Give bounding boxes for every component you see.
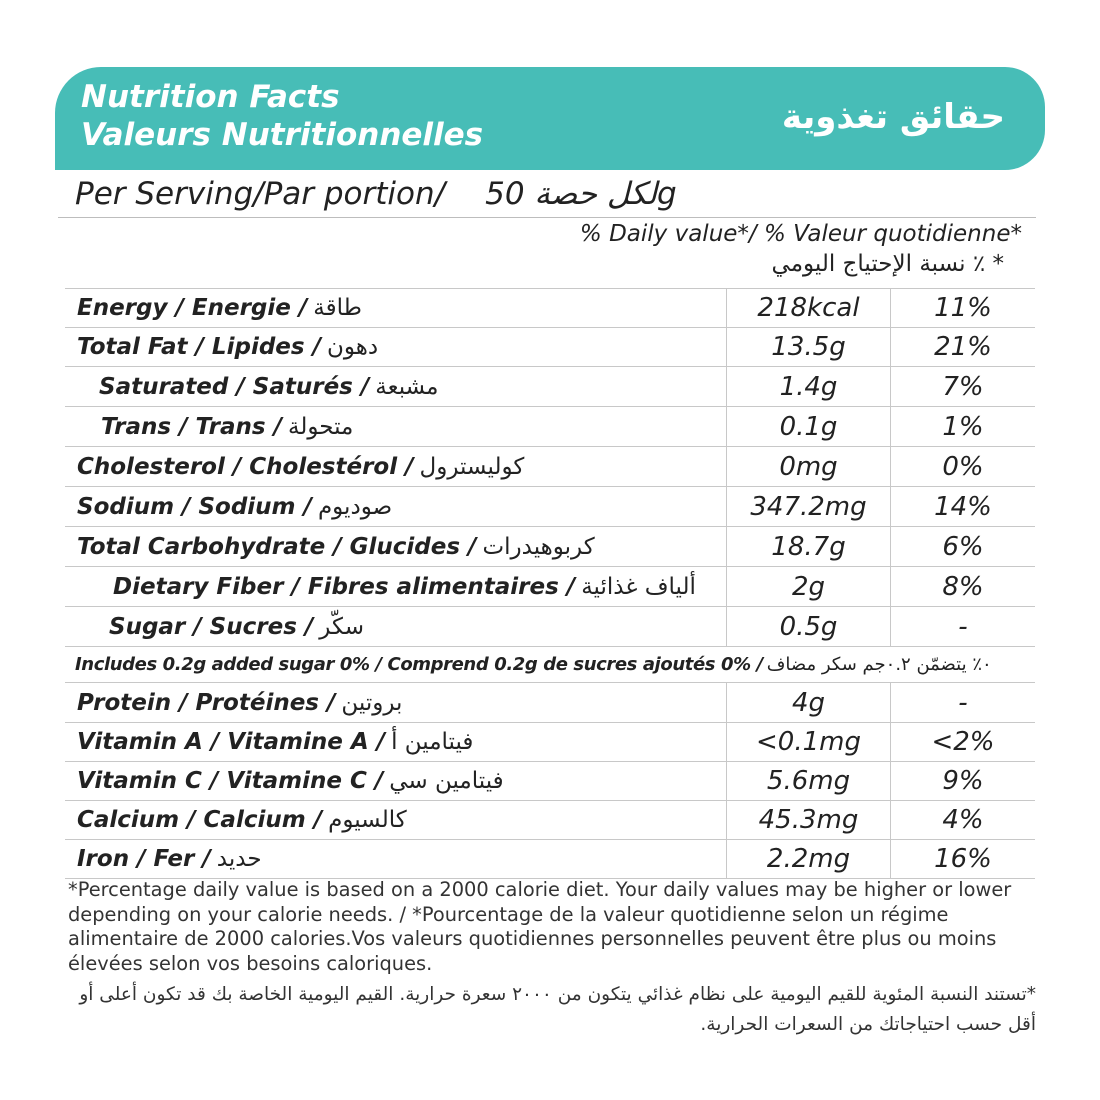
serving-label: Per Serving/Par portion/لكل حصة	[75, 176, 657, 212]
nutrient-daily-pct: 0%	[942, 451, 984, 482]
nutrient-label	[77, 762, 504, 800]
nutrient-daily-pct: 1%	[942, 411, 984, 442]
nutrient-value: 347.2mg	[726, 487, 891, 526]
nutrient-name: Vitamin A / Vitamine A /	[77, 729, 386, 755]
table-row	[65, 801, 1035, 840]
nutrient-value: 5.6mg	[726, 762, 891, 800]
added-sugar-text-arabic: ٠٪ يتضمّن ٠.٢جم سكر مضاف	[766, 654, 992, 675]
title-french: Valeurs Nutritionnelles	[81, 117, 484, 153]
nutrient-name: Total Fat / Lipides /	[77, 334, 321, 360]
nutrient-label	[77, 447, 524, 486]
table-row	[65, 447, 1035, 487]
nutrient-label	[77, 723, 473, 761]
nutrient-name-arabic: دهون	[326, 334, 379, 360]
nutrient-name-arabic: فيتامين سي	[389, 768, 504, 794]
nutrient-value: 13.5g	[726, 328, 891, 366]
nutrient-value: 2.2mg	[726, 840, 891, 878]
nutrient-label	[77, 487, 392, 526]
nutrient-label	[77, 840, 262, 878]
footnote-arabic: *تستند النسبة المئوية للقيم اليومية على نظام غذائي يتكون من ٢٠٠٠ سعرة حرارية. القيم اليومية الخاصة بك قد تكون أعلى أو أقل حسب احتياجاتك من السعرات الحرارية.	[79, 984, 1036, 1035]
nutrient-daily-pct: 14%	[934, 491, 992, 522]
nutrient-value: 45.3mg	[726, 801, 891, 839]
nutrient-name-arabic: حديد	[216, 846, 262, 872]
nutrient-name: Cholesterol / Cholestérol /	[77, 453, 414, 480]
daily-value-label: % Daily value*/ % Valeur quotidienne*	[579, 221, 1022, 247]
nutrient-label	[77, 801, 407, 839]
table-row	[65, 407, 1035, 447]
nutrient-name: Protein / Protéines /	[77, 689, 336, 716]
serving-size	[75, 176, 775, 212]
nutrient-name-arabic: فيتامين أ	[391, 729, 474, 755]
nutrient-label	[77, 527, 595, 566]
nutrient-name-arabic: مشبعة	[375, 373, 439, 400]
nutrient-name-arabic: كربوهيدرات	[482, 533, 595, 560]
nutrient-name: Energy / Energie /	[77, 295, 308, 321]
nutrient-value: 218kcal	[726, 289, 891, 327]
nutrient-daily-pct: 7%	[942, 371, 984, 402]
nutrient-name-arabic: صوديوم	[317, 493, 393, 520]
title-arabic: حقائق تغذوية	[781, 97, 1005, 137]
nutrient-name: Dietary Fiber / Fibres alimentaires /	[113, 573, 576, 600]
nutrient-daily-pct: 16%	[934, 844, 992, 874]
divider	[58, 217, 1036, 218]
nutrient-name-arabic: متحولة	[288, 413, 354, 440]
nutrition-table	[65, 288, 1035, 879]
nutrient-daily-pct: 9%	[942, 766, 984, 796]
nutrient-value: 18.7g	[726, 527, 891, 566]
nutrient-daily-pct: 8%	[942, 571, 984, 602]
table-row	[65, 567, 1035, 607]
nutrient-label	[77, 289, 362, 327]
nutrient-label	[77, 328, 378, 366]
title-english: Nutrition Facts	[81, 79, 340, 115]
table-row	[65, 367, 1035, 407]
nutrient-value: <0.1mg	[726, 723, 891, 761]
table-row	[65, 288, 1035, 328]
nutrient-label	[101, 407, 353, 446]
nutrient-name: Calcium / Calcium /	[77, 807, 323, 833]
table-row	[65, 762, 1035, 801]
nutrient-label	[77, 683, 402, 722]
added-sugar-row	[65, 647, 1035, 683]
serving-amount: 50g	[485, 176, 677, 212]
nutrient-name: Vitamin C / Vitamine C /	[77, 768, 384, 794]
table-row	[65, 683, 1035, 723]
nutrient-name: Iron / Fer /	[77, 846, 211, 872]
table-row	[65, 840, 1035, 879]
nutrient-value: 1.4g	[726, 367, 891, 406]
nutrient-daily-pct: -	[958, 611, 968, 642]
nutrient-daily-pct: 21%	[934, 332, 992, 362]
nutrient-label	[99, 367, 439, 406]
nutrient-label	[113, 567, 696, 606]
table-row	[65, 328, 1035, 367]
added-sugar-note	[75, 647, 992, 682]
nutrient-daily-pct: 4%	[942, 805, 984, 835]
nutrient-value: 0mg	[726, 447, 891, 486]
nutrient-daily-pct: 11%	[934, 293, 992, 323]
added-sugar-text: Includes 0.2g added sugar 0% / Comprend 0.2g de sucres ajoutés 0% /	[75, 654, 763, 675]
nutrient-value: 4g	[726, 683, 891, 722]
daily-value-label-arabic: نسبة الإحتياج اليومي ٪ *	[771, 251, 1004, 277]
nutrient-name-arabic: كوليسترول	[419, 453, 525, 480]
header-banner	[55, 67, 1045, 170]
nutrient-daily-pct: 6%	[942, 531, 984, 562]
nutrient-daily-pct: <2%	[931, 727, 995, 757]
footnote: *Percentage daily value is based on a 2000 calorie diet. Your daily values may be higher or lower depending on your calorie needs. / *Pourcentage de la valeur quotidienne selon un régime alimentaire de 2000 calories.Vos valeurs quotidiennes personnelles peuvent être plus ou moins élevées selon vos besoins caloriques.	[68, 878, 1012, 975]
nutrient-name-arabic: سكّر	[319, 613, 364, 640]
nutrient-name: Trans / Trans /	[101, 413, 283, 440]
table-row	[65, 607, 1035, 647]
nutrient-name-arabic: طاقة	[313, 295, 362, 321]
nutrient-name-arabic: بروتين	[341, 689, 403, 716]
nutrient-name: Total Carbohydrate / Glucides /	[77, 533, 477, 560]
nutrient-value: 0.1g	[726, 407, 891, 446]
nutrient-name: Sugar / Sucres /	[109, 613, 314, 640]
nutrient-name-arabic: كالسيوم	[328, 807, 407, 833]
table-row	[65, 723, 1035, 762]
nutrient-label	[109, 607, 364, 646]
nutrient-name-arabic: ألياف غذائية	[581, 573, 696, 600]
nutrient-name: Sodium / Sodium /	[77, 493, 312, 520]
table-row	[65, 487, 1035, 527]
nutrient-name: Saturated / Saturés /	[99, 373, 370, 400]
table-row	[65, 527, 1035, 567]
nutrient-value: 0.5g	[726, 607, 891, 646]
nutrient-value: 2g	[726, 567, 891, 606]
nutrient-daily-pct: -	[958, 687, 968, 718]
